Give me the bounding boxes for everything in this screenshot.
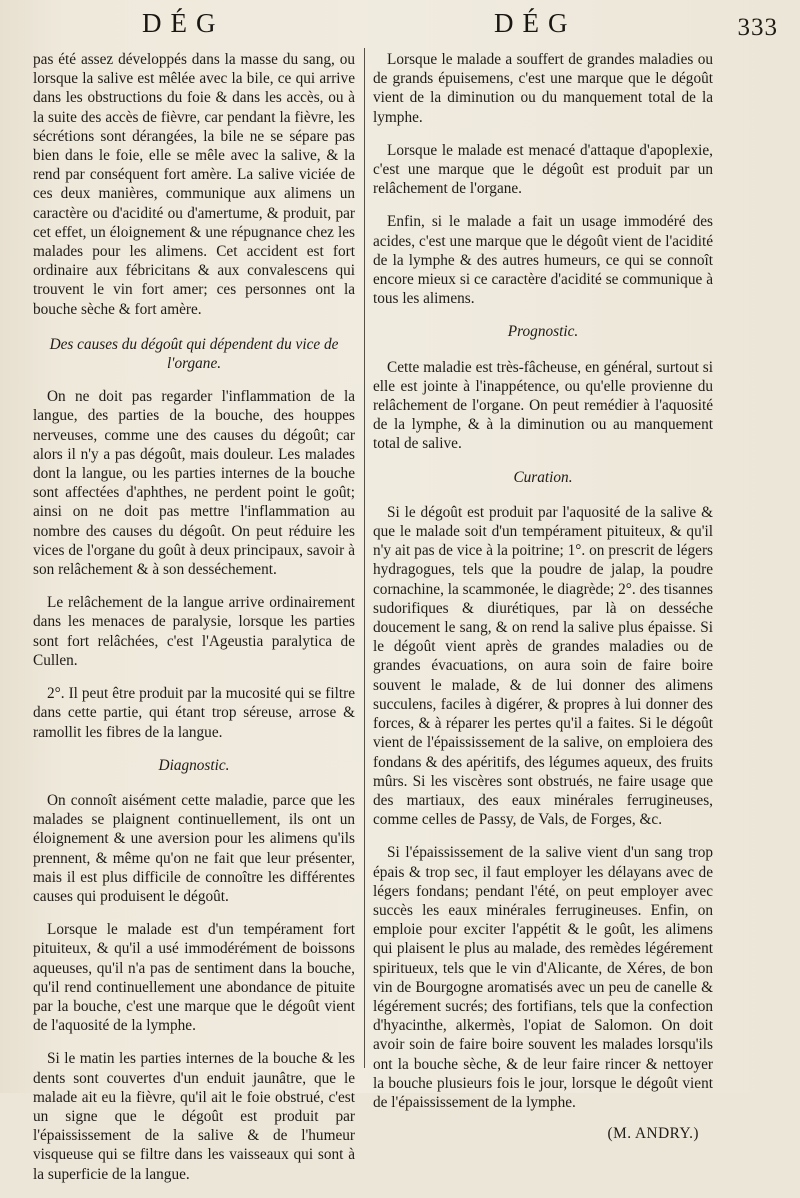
right-column [373, 50, 713, 1157]
section-heading: Diagnostic. [158, 756, 230, 774]
paragraph: On connoît aisément cette maladie, parce que les malades se plaignent continuellement, ils ont un éloignement & une aversion pour les alimens qu'ils prennent, & même qu'on ne fait que leur présenter, mais il est plus difficile de connoître les différentes causes qui produisent le dégoût. [33, 791, 355, 905]
paragraph: Le relâchement de la langue arrive ordinairement dans les menaces de paralysie, lorsque les parties sont fort relâchées, c'est l'Ageustia paralytica de Cullen. [33, 594, 355, 669]
paragraph: Si le matin les parties internes de la bouche & les dents sont couvertes d'un enduit jaunâtre, que le malade ait eu la fièvre, qu'il ait le foie obstrué, c'est un signe que le dégoût est produit par l'épaississement de la salive & de l'humeur visqueuse qui se filtre dans les vaisseaux qui sont à la superficie de la langue. [33, 1050, 355, 1183]
column-divider [364, 48, 365, 1068]
left-column [33, 50, 355, 1198]
paragraph: pas été assez développés dans la masse du sang, ou lorsque la salive est mêlée avec la bile, ce qui arrive dans les obstructions du foie & dans les accès, ou à la suite des accès de fièvre, car pendant la fièvre, les sécrétions sont dérangées, la bile ne se sépare pas bien dans le foie, elle se mêle avec la salive, & la rend par conséquent fort amère. La salive viciée de ces deux manières, communique aux alimens un caractère ou d'acidité ou d'amertume, & produit, par cet effet, un éloignement & une répugnance chez les malades pour les alimens. Cet accident est fort ordinaire aux fébricitans & aux convalescens qui trouvent le vin fort amer; ces personnes ont la bouche sèche & fort amère. [33, 51, 355, 318]
paragraph: Si l'épaississement de la salive vient d'un sang trop épais & trop sec, il faut employer les délayans avec de légers fondans; pendant l'été, on peut employer avec succès les eaux minérales ferrugineuses. Enfin, on emploie pour exciter l'appétit & le goût, les alimens qui plaisent le plus au malade, des remèdes légérement spiritueux, tels que le vin d'Alicante, de Xéres, de bon vin de Bourgogne aromatisés avec un peu de canelle & légérement sucrés; des fortifians, tels que la confection d'hyacinthe, alkermès, l'opiat de Salomon. On doit avoir soin de faire boire souvent les malades lorsqu'ils ont la bouche sèche, & de leur faire rincer & nettoyer la bouche plusieurs fois le jour, lorsque le dégoût vient de l'épaississement de la lymphe. [373, 844, 713, 1111]
paragraph: Enfin, si le malade a fait un usage immodéré des acides, c'est une marque que le dégoût vient de l'acidité de la lymphe & des autres humeurs, ce qui se connoît encore mieux si ce caractère d'acidité se communique à tous les alimens. [373, 213, 713, 308]
paragraph: On ne doit pas regarder l'inflammation de la langue, des parties de la bouche, des houppes nerveuses, comme une des causes du dégoût; car alors il n'y a pas dégoût, mais douleur. Les malades dont la langue, ou les parties internes de la bouche sont affectées d'aphthes, ne perdent point le goût; ainsi on ne doit pas mettre l'inflammation au nombre des causes du dégoût. On peut réduire les vices de l'organe du goût à deux principaux, savoir à son relâchement & à son desséchement. [33, 388, 355, 579]
paragraph: Lorsque le malade est d'un tempérament fort pituiteux, & qu'il a usé immodérément de boissons aqueuses, qu'il n'a pas de sentiment dans la bouche, qu'il rend continuellement une abondance de pituite par la bouche, c'est une marque que le dégoût vient de l'aquosité de la lymphe. [33, 921, 355, 1035]
page-number: 333 [737, 14, 778, 41]
section-heading: Curation. [513, 468, 573, 486]
paragraph: Lorsque le malade a souffert de grandes maladies ou de grands épuisemens, c'est une marque que le dégoût vient de la diminution ou du manquement total de la lymphe. [373, 51, 713, 126]
paragraph: Cette maladie est très-fâcheuse, en général, surtout si elle est jointe à l'inappétence, ou qu'elle provienne du relâchement de l'organe. On peut remédier à l'aquosité de la lymphe, & à la diminution ou au manquement total de salive. [373, 358, 713, 453]
section-heading: Prognostic. [507, 323, 579, 341]
section-heading: Des causes du dégoût qui dépendent du vice de l'organe. [49, 335, 339, 373]
author-signature: (M. ANDRY.) [607, 1125, 699, 1143]
paragraph: Lorsque le malade est menacé d'attaque d'apoplexie, c'est une marque que le dégoût est produit par un relâchement de l'organe. [373, 141, 713, 198]
paragraph: Si le dégoût est produit par l'aquosité de la salive & que le malade soit d'un tempérament pituiteux, & qu'il n'y ait pas de vice à la poitrine; 1°. on prescrit de légers hydragogues, tels que la poudre de jalap, la poudre cornachine, la scammonée, le diagrède; 2°. des tisannes sudorifiques & diurétiques, par là on desséche doucement le sang, & on rend la salive plus épaisse. Si le dégoût vient après de grandes maladies ou de grandes évacuations, on aura soin de faire boire souvent le malade, & de lui donner des alimens succulens, faciles à digérer, & propres à lui donner des forces, & à réparer les pertes qu'il a faites. Si le dégoût vient de l'épaississement de la salive, on emploiera des fondans & des apéritifs, des légumes aqueux, des fruits mûrs. Si les viscères sont obstrués, ne faire usage que des martiaux, des eaux minérales ferrugineuses, comme celles de Passy, de Vals, de Forges, &c. [373, 503, 713, 829]
paragraph: 2°. Il peut être produit par la mucosité qui se filtre dans cette partie, qui étant trop séreuse, arrose & ramollit les fibres de la langue. [33, 685, 355, 741]
running-head-left: DÉG [142, 8, 225, 38]
running-head-right: DÉG [494, 8, 577, 38]
